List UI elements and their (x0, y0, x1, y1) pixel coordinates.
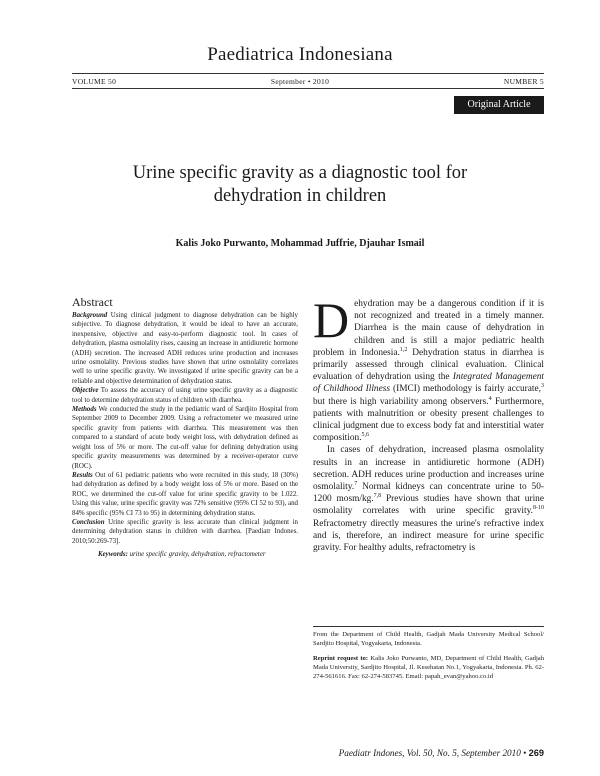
issue-date: September • 2010 (270, 77, 330, 86)
objective-label: Objective (72, 387, 99, 395)
page-number: 269 (528, 748, 544, 758)
reprint-request (313, 654, 544, 681)
affiliation: From the Department of Child Health, Gadjah Mada University Medical School/ Sardjito Hospital, Yogyakarta, Indonesia. (313, 631, 544, 647)
ref-6: 7,8 (373, 493, 382, 500)
reprint-text: Kalis Joko Purwanto, MD, Department of Child Health, Gadjah Mada University, Sardjito Hospital, Jl. Kesehatan No.1, Yogyakarta, Indonesia. Ph. 62-274-561616. Fax: 62-274-583745. Email: papah_evan@yahoo.co.id (313, 655, 545, 680)
body-text (313, 292, 544, 554)
footer-bullet: • (520, 748, 529, 758)
methods-text: We conducted the study in the pediatric ward of Sardjito Hospital from September 2009 to December 2009. Using a refractometer we measured urine specific gravity from patients with diarrhea. This measurement was then compared to a standard of acute body weight loss, with dehydration defined as weight loss of 5% or more. The cut-off value for defining dehydration using specific gravity measurements was determined by a receiver-operator curve (ROC). (72, 406, 298, 470)
authors: Kalis Joko Purwanto, Mohammad Juffrie, Djauhar Ismail (175, 238, 425, 249)
keywords-label: Keywords: (98, 551, 128, 559)
p1-text-e: Furthermore, patients with malnutrition or obesity present challenges to clinical judgment due to excess body fat and interstitial water composition. (313, 396, 544, 444)
p2-text-c: Previous studies have shown that urine osmolality correlates with urine specific gravity. (313, 494, 544, 517)
objective-text: To assess the accuracy of using urine specific gravity as a diagnostic tool to determine dehydration status of children with diarrhea. (72, 387, 298, 404)
ref-1: 1,2 (399, 346, 408, 353)
conclusion-text: Urine specific gravity is less accurate than clinical judgment in determining dehydration status in children with diarrhea. (72, 518, 298, 536)
abstract-section (72, 296, 298, 560)
header-rule (72, 73, 544, 74)
ref-2: 3 (541, 383, 544, 390)
background-label: Background (72, 312, 108, 319)
keywords (72, 550, 298, 559)
page-footer (339, 748, 544, 758)
abstract-methods (72, 405, 298, 471)
footnote-rule (313, 626, 544, 627)
results-label: Results (72, 471, 93, 479)
footer-citation: Paediatr Indones, Vol. 50, No. 5, September 2010 (338, 748, 521, 758)
reprint-label: Reprint request to: (313, 655, 369, 662)
abstract-background (72, 311, 298, 386)
p2-text-d: Refractometry directly measures the urine's refractive index and is, therefore, an indirect measure for urine specific gravity. For healthy adults, refractometry is (313, 518, 544, 554)
title-line-2: dehydration in children (213, 186, 387, 206)
p1-text-c: (IMCI) methodology is fairly accurate, (390, 384, 541, 395)
results-text: Out of 61 pediatric patients who were recruited in this study, 18 (30%) had dehydration as defined by a body weight loss of 5% or more. Based on the ROC, we determined the cut-off value for urine specific gravity to be 1.022. Using this value, urine specific gravity was 72% sensitive (95% CI 52 to 93), and 84% specific (95% CI 73 to 95) in determining dehydration status. (72, 471, 298, 517)
paragraph-1 (313, 292, 544, 444)
citation: [Paediatr Indones. 2010;50:269-73]. (72, 528, 298, 545)
footnotes (313, 630, 544, 687)
p2-text-b: Normal kidneys can concentrate urine to 50-1200 mosm/kg. (313, 482, 544, 505)
header-rule-bottom (72, 88, 544, 89)
article-title (60, 162, 540, 208)
p2-text-a: In cases of dehydration, increased plasma osmolality results in an increase in antidiuretic hormone (ADH) secretion. ADH reduces urine production and increases urine osmolality. (313, 445, 544, 493)
drop-cap: D (313, 292, 350, 348)
abstract-objective (72, 386, 298, 405)
imci-term: Integrated Management of Childhood Illness (313, 372, 544, 395)
title-line-1: Urine specific gravity as a diagnostic tool for (132, 163, 468, 183)
abstract-results (72, 471, 298, 518)
abstract-heading: Abstract (72, 295, 113, 309)
volume-label: VOLUME 50 (72, 77, 117, 86)
background-text: Using clinical judgment to diagnose dehydration can be highly subjective. To diagnose dehydration, it would be ideal to have an accurate, inexpensive, objective and easy-to-perform diagnostic tool. In cases of dehydration, plasma osmolality rises, causing an increase in antidiuretic hormone (ADH) secretion. The increased ADH reduces urine production and increases urine osmolality. Previous studies have shown that urine osmolality correlates well to urine specific gravity. We investigated if urine specific gravity can be a reliable and objective determination of dehydration status. (72, 312, 298, 385)
ref-3: 4 (488, 395, 492, 402)
paragraph-2 (313, 444, 544, 554)
p1-text-a: ehydration may be a dangerous condition if it is not recognized and treated in a timely manner. Diarrhea is the main cause of dehydration in children and is still a major pediatric health problem in Indonesia. (313, 299, 544, 358)
methods-label: Methods (72, 406, 97, 414)
issue-number: NUMBER 5 (503, 77, 544, 86)
p1-text-d: but there is high variability among observers. (313, 396, 489, 407)
ref-4: 5,6 (361, 432, 370, 439)
ref-7: 8-10 (533, 505, 544, 512)
article-type-badge: Original Article (454, 96, 544, 114)
journal-title: Paediatrica Indonesiana (207, 44, 393, 65)
ref-5: 7 (354, 480, 358, 487)
abstract-conclusion (72, 518, 298, 546)
conclusion-label: Conclusion (72, 518, 105, 526)
p1-text-b: Dehydration status in diarrhea is primarily assessed through clinical evaluation. Clinical evaluation of dehydration using the (313, 347, 544, 383)
keywords-text: urine specific gravity, dehydration, refractometer (129, 551, 266, 559)
